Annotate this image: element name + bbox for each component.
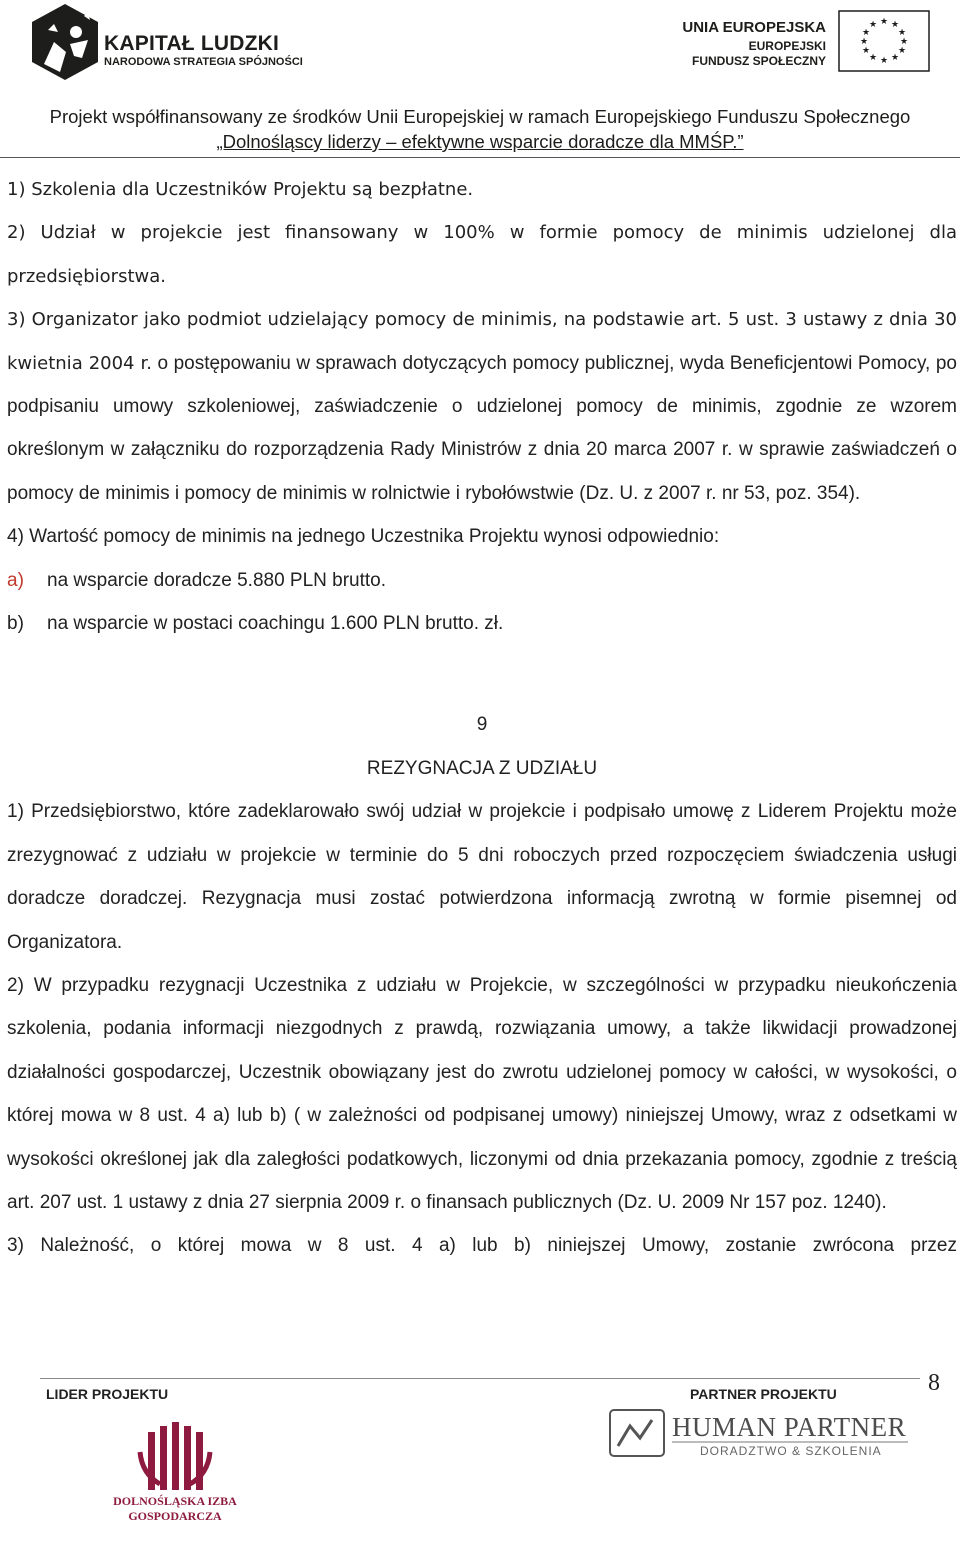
- list-marker-b: b): [7, 613, 24, 635]
- paragraph-3-rest: o postępowaniu w sprawach dotyczących pomocy publicznej, wyda Beneficjentowi Pomocy, po podpisaniu umowy szkoleniowej, zaświadczenie o udzielonej pomocy de minimis, zgodnie ze wzorem określonym w załączniku do rozporządzenia Rady Ministrów z dnia 20 marca 2007 r. w sprawie zaświadczeń o pomocy de minimis i pomocy de minimis w rolnictwie i rybołówstwie (Dz. U. z 2007 r. nr 53, poz. 354).: [7, 352, 957, 504]
- svg-text:★: ★: [890, 53, 900, 63]
- project-funding-line: Projekt współfinansowany ze środków Unii Europejskiej w ramach Europejskiego Funduszu Społecznego: [49, 106, 911, 127]
- dig-name: [110, 1494, 240, 1524]
- kapital-ludzki-emblem-icon: [30, 2, 100, 82]
- svg-text:★: ★: [879, 56, 889, 66]
- lider-label: LIDER PROJEKTU: [46, 1386, 169, 1402]
- paragraph-3: [7, 298, 957, 515]
- document-body: [7, 168, 957, 1268]
- section-number: [7, 703, 957, 746]
- section-number-text: 9: [476, 714, 488, 736]
- section-paragraph-3: 3) Należność, o której mowa w 8 ust. 4 a) lub b) niniejszej Umowy, zostanie zwrócona przez: [7, 1235, 957, 1257]
- svg-text:★: ★: [899, 37, 909, 47]
- dig-name-line1: DOLNOŚLĄSKA IZBA: [113, 1494, 237, 1508]
- list-item-a: [7, 559, 957, 602]
- svg-text:★: ★: [890, 20, 900, 30]
- list-text-b: na wsparcie w postaci coachingu 1.600 PLN brutto. zł.: [47, 613, 504, 635]
- partner-label: PARTNER PROJEKTU: [690, 1386, 837, 1402]
- svg-text:★: ★: [859, 37, 869, 47]
- section-gap: [7, 645, 957, 703]
- paragraph-2: 2) Udział w projekcie jest finansowany w 100% w formie pomocy de minimis udzielonej dla przedsiębiorstwa.: [7, 222, 957, 287]
- kapital-ludzki-logo: [30, 2, 303, 82]
- project-title-line: „Dolnośląscy liderzy – efektywne wsparcie doradcze dla MMŚP.”: [216, 131, 744, 152]
- kapital-ludzki-title: KAPITAŁ LUDZKI: [104, 32, 280, 55]
- eu-label-line3: FUNDUSZ SPOŁECZNY: [691, 54, 826, 68]
- svg-text:★: ★: [897, 46, 907, 56]
- eu-logo: [682, 6, 930, 70]
- eu-label-line2: EUROPEJSKI: [748, 39, 826, 53]
- human-partner-name: HUMAN PARTNER: [672, 1412, 907, 1442]
- svg-text:★: ★: [897, 28, 907, 38]
- section-paragraph-2: 2) W przypadku rezygnacji Uczestnika z udziału w Projekcie, w szczególności w przypadku nieukończenia szkolenia, podania informacji niezgodnych z prawdą, rozwiązania umowy, a także likwidacji prowadzonej działalności gospodarczej, Uczestnik obowiązany jest do zwrotu udzielonej pomocy w całości, w wysokości, o której mowa w 8 ust. 4 a) lub b) ( w zależności od podpisanej umowy) niniejszej Umowy, wraz z odsetkami w wysokości określonej jak dla zaległości podatkowych, liczonymi od dnia przekazania pomocy, zgodnie z treścią art. 207 ust. 1 ustawy z dnia 27 sierpnia 2009 r. o finansach publicznych (Dz. U. 2009 Nr 157 poz. 1240).: [7, 974, 957, 1213]
- section-paragraph-1: 1) Przedsiębiorstwo, które zadeklarowało swój udział w projekcie i podpisało umowę z Liderem Projektu może zrezygnować z udziału w projekcie w terminie do 5 dni roboczych przed rozpoczęciem świadczenia usługi doradcze doradczej. Rezygnacja musi zostać potwierdzona informacją zwrotną w formie pisemnej od Organizatora.: [7, 801, 957, 953]
- page-number: 8: [928, 1370, 940, 1396]
- dig-emblem-icon: [120, 1418, 230, 1546]
- section-title: REZYGNACJA Z UDZIAŁU: [366, 757, 598, 779]
- svg-text:★: ★: [861, 28, 871, 38]
- paragraph-4: 4) Wartość pomocy de minimis na jednego Uczestnika Projektu wynosi odpowiednio:: [7, 526, 720, 548]
- paragraph-1: 1) Szkolenia dla Uczestników Projektu są bezpłatne.: [7, 179, 474, 200]
- list-item-b: [7, 602, 957, 645]
- svg-text:★: ★: [861, 46, 871, 56]
- header-divider: [0, 157, 960, 158]
- document-header: [0, 0, 960, 160]
- list-marker-a: a): [7, 569, 24, 591]
- human-partner-tagline: DORADZTWO & SZKOLENIA: [700, 1444, 882, 1458]
- kapital-ludzki-subtitle: NARODOWA STRATEGIA SPÓJNOŚCI: [104, 56, 303, 68]
- footer-divider: [40, 1378, 920, 1379]
- svg-text:★: ★: [868, 20, 878, 30]
- svg-text:★: ★: [868, 53, 878, 63]
- dig-name-line2: GOSPODARCZA: [128, 1509, 222, 1523]
- list-text-a: na wsparcie doradcze 5.880 PLN brutto.: [47, 569, 387, 591]
- eu-label-line1: UNIA EUROPEJSKA: [682, 19, 826, 36]
- eu-flag-icon: [838, 10, 930, 72]
- svg-text:★: ★: [879, 17, 889, 27]
- paragraph-3-start: 3) Organizator jako podmiot udzielający pomocy de minimis, na podstawie art. 5 ust. 3 ustawy z dnia 30 kwietnia 2004 r.: [7, 309, 957, 374]
